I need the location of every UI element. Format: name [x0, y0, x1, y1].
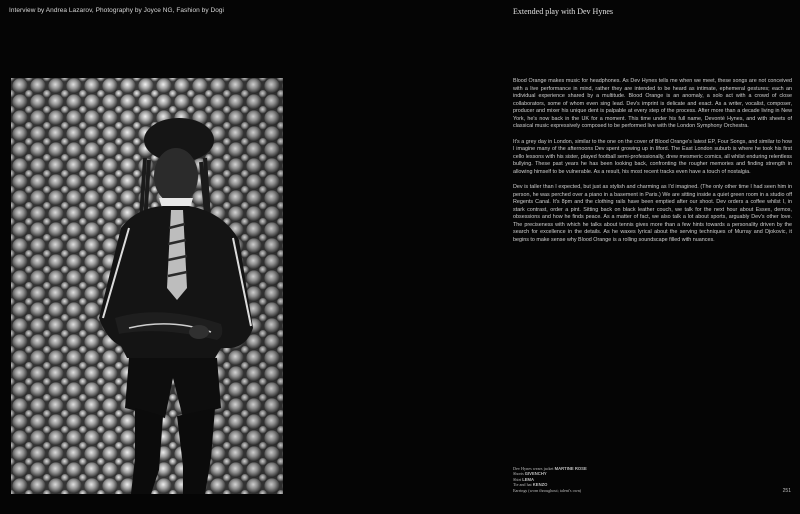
page-number: 251: [782, 488, 791, 494]
article-paragraph-2: It's a grey day in London, similar to the one on the cover of Blood Orange's latest EP, Four Songs, and similar to how I imagine many of the afternoons Dev spent growing up in Ilford. The East London suburb is where he took his first cello lessons with his sister, played football semi-professionally, drew mesmeric comics, all whilst enduring relentless bullying. These past years he has been looking back, confronting the rougher memories and finding strength in allowing himself to be vulnerable. As a result, his most recent tracks even have a touch of nostalgia.: [513, 138, 792, 175]
caption-line-shorts: Shorts GIVENCHY: [513, 471, 547, 477]
caption-line-jacket: Dev Hynes wears jacket MARTINE ROSE: [513, 466, 587, 471]
caption-line-earrings: Earrings (worn throughout; talent's own): [513, 487, 582, 493]
caption-line-shirt: Shirt LEMA: [513, 476, 535, 482]
article-paragraph-3: Dev is taller than I expected, but just as stylish and charming as I'd imagined. (The only other time I had seen him in person, he was perched over a piano in a basement in Paris.) We are sitting inside a quiet green room in a studio off Regents Canal. It's 8pm and the clothing rails have been emptied after our shoot. Dev orders a coffee whilst I, in stark contrast, order a pint. Sitting back on black leather couch, we talk for the next hour about Essex, demos, obsessions and how he finds peace. As a matter of fact, we also talk a lot about sports, arguably Dev's other love. The preciseness with which he talks about tennis gives more than a few hints towards a personality driven by the search for excellence in the details. As he waxes lyrical about the serving techniques of Murray and Djokovic, it begins to make sense why Blood Orange is a rolling soundscape filled with nuances.: [513, 184, 792, 243]
article-paragraph-1: Blood Orange makes music for headphones. As Dev Hynes tells me when we meet, these songs are not conceived with a live performance in mind, rather they are intended to be heard as intimate, ephemeral gestures; each an individual experience shared by a multitude. Blood Orange is an anomaly, a solo act with a crowd of close collaborators, some of whom even sing lead. Dev's imprint is delicate and exact. As a writer, vocalist, composer, producer and mixer his unique dent is palpable at every step of the process. After more than a decade living in New York, he's now back in the UK for a moment. This time under his full name, Devonté Hynes, and with sheets of classical music expressively composed to be performed live with the London Symphony Orchestra.: [513, 78, 792, 129]
caption-line-tie-hat: Tie and hat KENZO: [513, 482, 548, 488]
portrait-photo: [11, 78, 283, 494]
article-title: Extended play with Dev Hynes: [513, 7, 613, 16]
article-body: [513, 78, 792, 252]
credits-line: Interview by Andrea Lazarov, Photography by Joyce NG, Fashion by Dogi: [9, 7, 225, 14]
fashion-caption: [513, 466, 633, 493]
